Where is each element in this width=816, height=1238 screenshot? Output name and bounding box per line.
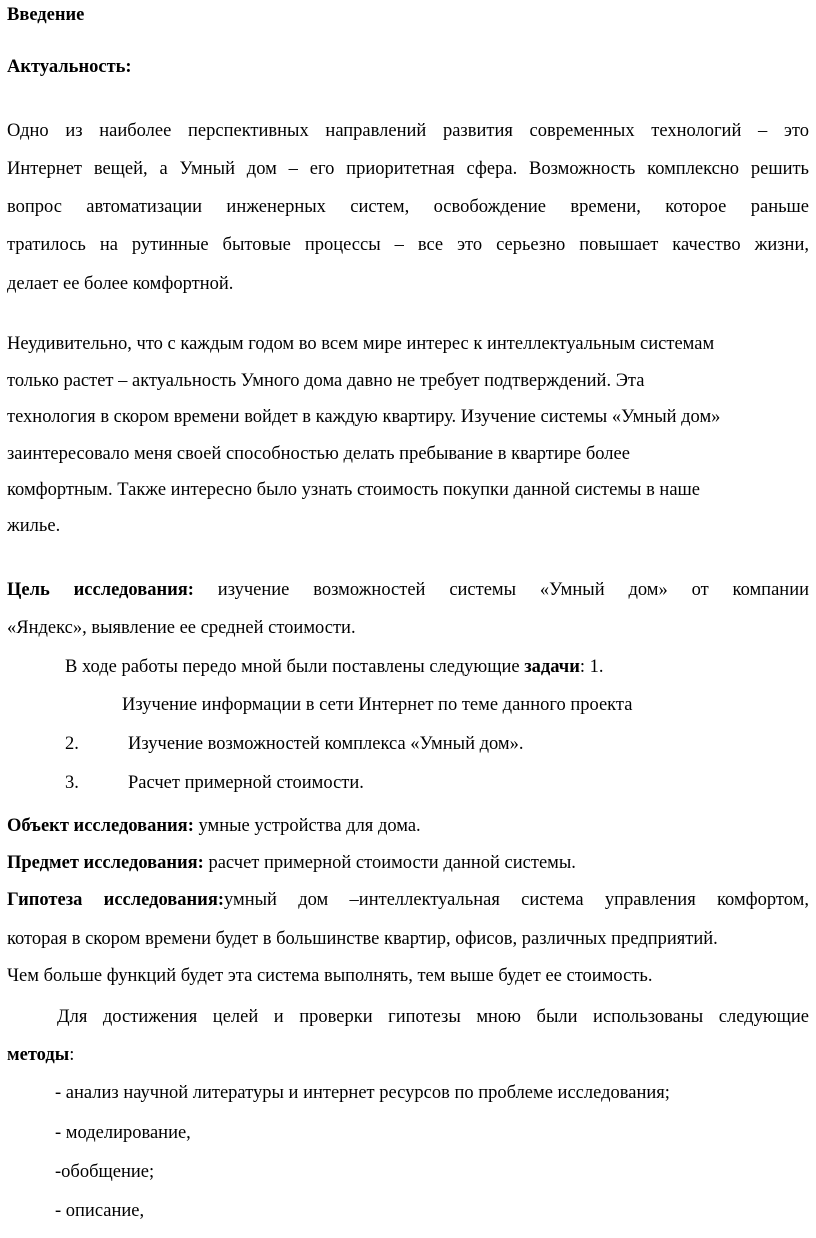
goal-label: Цель исследования: (7, 580, 194, 600)
hypothesis-text: умный дом –интеллектуальная система управления комфортом, (223, 890, 809, 910)
tasks-label: задачи (524, 657, 580, 677)
method-item: -обобщение; (55, 1162, 155, 1182)
method-item: - анализ научной литературы и интернет ресурсов по проблеме исследования; (55, 1083, 670, 1103)
task-item-2-number: 2. (65, 734, 79, 754)
task-item-1: Изучение информации в сети Интернет по теме данного проекта (122, 695, 633, 715)
task-item-2: Изучение возможностей комплекса «Умный дом». (128, 734, 524, 754)
p2-line: жилье. (7, 516, 61, 536)
goal-line (7, 579, 809, 601)
hypothesis-line-3: Чем больше функций будет эта система выполнять, тем выше будет ее стоимость. (7, 966, 653, 986)
p1-line: Одно из наиболее перспективных направлений развития современных технологий – это (7, 121, 809, 141)
subject-label: Предмет исследования: (7, 853, 204, 873)
heading: Введение (7, 5, 85, 25)
p2-line: технология в скором времени войдет в каждую квартиру. Изучение системы «Умный дом» (7, 407, 721, 427)
object-text: умные устройства для дома. (193, 816, 421, 836)
subject-text: расчет примерной стоимости данной системы. (203, 853, 576, 873)
goal-text: изучение возможностей системы «Умный дом» от компании (193, 580, 809, 600)
p1-line: вопрос автоматизации инженерных систем, освобождение времени, которое раньше (7, 197, 809, 217)
p2-line: заинтересовало меня своей способностью делать пребывание в квартире более (7, 444, 630, 464)
methods-label-line: методы: (7, 1045, 75, 1065)
task-item-3: Расчет примерной стоимости. (128, 773, 364, 793)
method-item: - моделирование, (55, 1123, 191, 1143)
p2-line: Неудивительно, что с каждым годом во всем мире интерес к интеллектуальным системам (7, 334, 715, 354)
hypothesis-label: Гипотеза исследования: (7, 890, 224, 910)
p2-line: только растет – актуальность Умного дома давно не требует подтверждений. Эта (7, 371, 645, 391)
task-item-3-number: 3. (65, 773, 79, 793)
method-item: - описание, (55, 1201, 145, 1221)
tasks-intro: В ходе работы передо мной были поставлены следующие задачи: 1. (65, 657, 604, 677)
methods-intro: Для достижения целей и проверки гипотезы мною были использованы следующие (57, 1007, 809, 1027)
p1-line: Интернет вещей, а Умный дом – его приоритетная сфера. Возможность комплексно решить (7, 159, 809, 179)
object-label: Объект исследования: (7, 816, 194, 836)
goal-line-2: «Яндекс», выявление ее средней стоимости. (7, 618, 356, 638)
p1-line: тратилось на рутинные бытовые процессы – все это серьезно повышает качество жизни, (7, 235, 809, 255)
methods-label: методы (7, 1045, 70, 1065)
object-line (7, 815, 421, 837)
p2-line: комфортным. Также интересно было узнать стоимость покупки данной системы в наше (7, 480, 701, 500)
p1-line: делает ее более комфортной. (7, 274, 234, 294)
subject-line (7, 852, 576, 874)
hypothesis-line-2: которая в скором времени будет в большинстве квартир, офисов, различных предприятий. (7, 929, 718, 949)
hypothesis-line (7, 889, 809, 911)
relevance-label: Актуальность: (7, 57, 132, 77)
